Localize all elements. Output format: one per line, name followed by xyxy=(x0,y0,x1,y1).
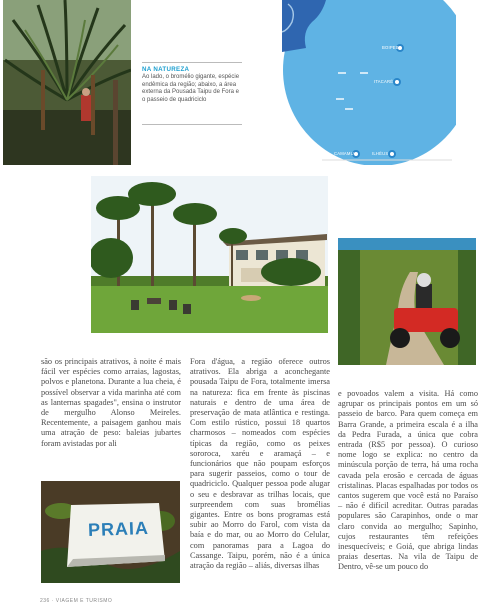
praia-sign-photo xyxy=(41,481,180,583)
map-graticule-mark xyxy=(336,98,344,100)
caption-text: Ao lado, o bromélio gigante, espécie endêmica da região; abaixo, a área externa da Pousada Taipu de Fora e o passeio de quadriciclo xyxy=(142,74,240,103)
pousada-photo xyxy=(91,176,328,333)
map-graticule-mark xyxy=(345,108,353,110)
article-paragraph: e povoados valem a visita. Há como agrupar os principais pontos em um só passeio de barco. Para quem começa em Barra Grande, a primeira escala é a ilha da Pedra Furada, a única que cobra entrada (R$5 por pessoa). O curioso nome logo se explica: no centro da minúscula porção de terra, há uma rocha cavada pela erosão e cercada de águas cristalinas. Placas espalhadas por todos os cantos sugerem que você está no Paraíso – não é difícil acreditar. Outras paradas populares são Carapinhos, onde o mar claro convida ao mergulho; Sapinho, cujos restaurantes têm refeições inesquecíveis; e Goiá, que abriga lindas praias desertas. Na vila de Taipu de Dentro, vê-se um pouco do xyxy=(338,389,478,572)
caption-title: NA NATUREZA xyxy=(142,66,190,73)
map-label-ilheus: ILHÉUS xyxy=(372,151,389,156)
map-label-boipeba: BOIPEBA xyxy=(382,45,402,50)
caption-divider-top xyxy=(142,62,242,63)
map-label-itacare: ITACARÉ xyxy=(374,79,394,84)
article-paragraph: Fora d'água, a região oferece outros atrativos. Ela abriga a aconchegante pousada Taipu de Fora, totalmente imersa na natureza: fica em frente às piscinas naturais e dentro de uma área de preservação de mata atlântica e restinga. Com estilo rústico, possui 18 quartos charmosos – nomeados com espécies típicas da região, como os peixes sororoca, xaréu e aramaçá – e funcionários que não poupam esforços para sugerir passeios, como o tour de quadriciclo. Qualquer pessoa pode alugar o seu e desbravar as trilhas locais, que surpreendem com suas bromélias gigantes. Entre os bons programas está subir ao Morro do Farol, com vista da baía e do mar, ou ao Morro do Celular, com panoramas para a Lagoa do Cassange. Taipu, porém, não é a única atração da região – aliás, diversas ilhas xyxy=(190,357,330,571)
map-pin-ilheus xyxy=(388,150,396,158)
caption-divider-bottom xyxy=(142,124,242,125)
article-column-1 xyxy=(41,357,181,449)
page-footer: 236 · VIAGEM E TURISMO xyxy=(40,598,113,604)
map-pin-itacare xyxy=(393,78,401,86)
article-paragraph: são os principais atrativos, à noite é mais fácil ver espécies como arraias, lagostas, polvos e planetona. Durante a lua cheia, é possível observar a vida marinha até com as lanternas spagades", ensina o instrutor de mergulho Alonso Meireles. Recentemente, a paisagem ganhou mais uma atração de peso: baleias jubartes foram avistadas por ali xyxy=(41,357,181,448)
map-graticule-mark xyxy=(360,72,368,74)
bromeliad-photo xyxy=(3,0,131,165)
article-column-2 xyxy=(190,357,330,571)
map-graticule-mark xyxy=(338,72,346,74)
article-column-3 xyxy=(338,389,478,573)
map-label-camamu: CAMAMU xyxy=(334,151,354,156)
region-map xyxy=(282,0,456,165)
praia-sign-text: PRAIA xyxy=(87,517,150,541)
quad-bike-photo xyxy=(338,188,476,365)
